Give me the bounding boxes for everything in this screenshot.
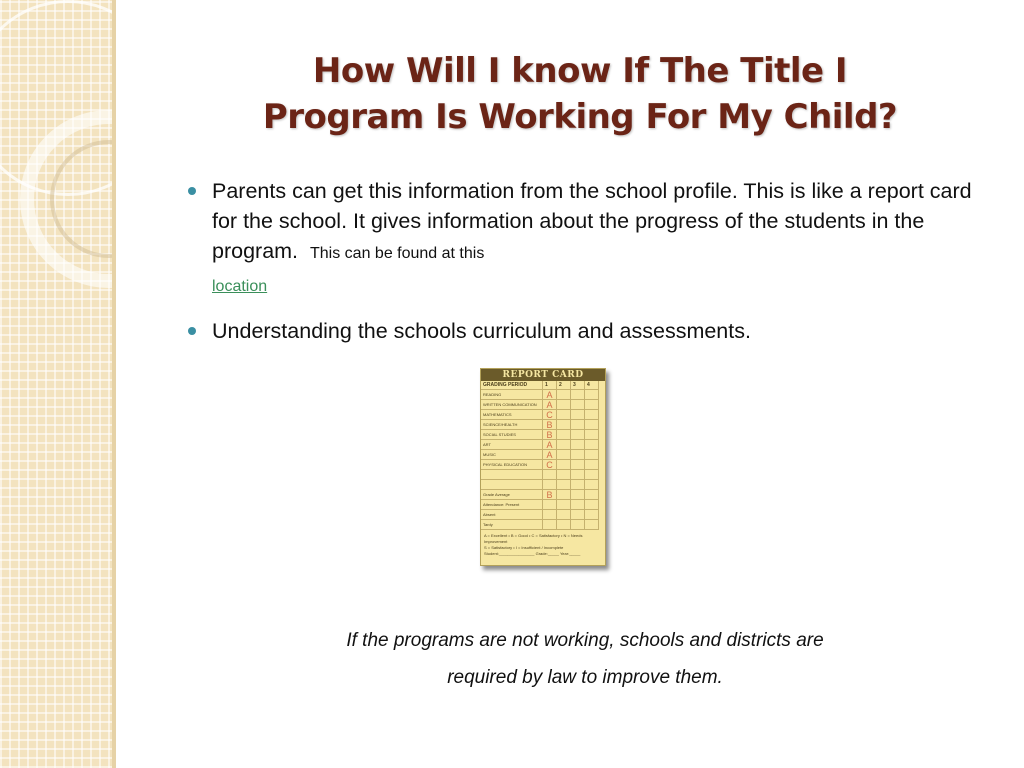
report-card-header-cell: GRADING PERIOD	[481, 381, 543, 390]
bullet-icon	[188, 187, 196, 195]
report-card-subject: PHYSICAL EDUCATION	[481, 460, 543, 470]
report-card-cell	[557, 440, 571, 450]
report-card-subject: MATHEMATICS	[481, 410, 543, 420]
report-card-cell	[571, 420, 585, 430]
report-card-title: REPORT CARD	[481, 369, 605, 381]
report-card-footer	[481, 530, 605, 560]
report-card-cell	[571, 490, 585, 500]
report-card-subject: SCIENCE/HEALTH	[481, 420, 543, 430]
report-card-subject: MUSIC	[481, 450, 543, 460]
report-card-grid	[481, 381, 605, 530]
title-line-2: Program Is Working For My Child?	[262, 97, 898, 137]
report-card-cell	[543, 480, 557, 490]
report-card-cell	[557, 490, 571, 500]
report-card-subject: READING	[481, 390, 543, 400]
report-card-cell	[557, 410, 571, 420]
report-card-cell	[585, 520, 599, 530]
report-card-cell	[557, 450, 571, 460]
report-card-cell	[585, 440, 599, 450]
report-card-cell	[585, 430, 599, 440]
decorative-sidebar	[0, 0, 112, 768]
report-card-average-grade: B	[543, 490, 557, 500]
report-card-cell	[481, 470, 543, 480]
report-card-subject: ART	[481, 440, 543, 450]
report-card-cell	[585, 500, 599, 510]
report-card-cell	[571, 460, 585, 470]
report-card-cell	[571, 470, 585, 480]
report-card-cell	[543, 470, 557, 480]
report-card-subject: WRITTEN COMMUNICATION	[481, 400, 543, 410]
report-card-cell	[585, 470, 599, 480]
report-card-cell	[557, 420, 571, 430]
report-card-cell	[571, 440, 585, 450]
report-card-cell	[543, 500, 557, 510]
report-card-student-line: Student:________________ Grade:_____ Year:_____	[484, 551, 581, 556]
report-card-cell	[543, 520, 557, 530]
report-card-cell	[557, 390, 571, 400]
caption-line-2: required by law to improve them.	[447, 667, 723, 688]
report-card-attendance-row: Tardy	[481, 520, 543, 530]
report-card-cell	[571, 430, 585, 440]
report-card-cell	[557, 460, 571, 470]
report-card-cell	[481, 480, 543, 490]
report-card-cell	[557, 480, 571, 490]
report-card-legend-2: S = Satisfactory • I = Insufficient / Incomplete	[484, 545, 564, 550]
report-card-cell	[585, 390, 599, 400]
title-line-1: How Will I know If The Title I	[312, 51, 848, 91]
report-card-header-cell: 2	[557, 381, 571, 390]
report-card-grade: C	[543, 410, 557, 420]
report-card-cell	[571, 410, 585, 420]
report-card-cell	[571, 480, 585, 490]
report-card-cell	[585, 510, 599, 520]
caption	[300, 622, 870, 696]
report-card-grade: A	[543, 450, 557, 460]
sidebar-divider	[112, 0, 116, 768]
report-card-cell	[585, 400, 599, 410]
report-card-cell	[585, 480, 599, 490]
report-card-cell	[585, 450, 599, 460]
report-card-attendance-row: Attendance: Present	[481, 500, 543, 510]
report-card-cell	[585, 460, 599, 470]
bullet-icon	[188, 327, 196, 335]
report-card-cell	[571, 510, 585, 520]
report-card-cell	[585, 490, 599, 500]
location-link[interactable]: location	[212, 278, 268, 295]
report-card-cell	[571, 450, 585, 460]
report-card-grade: A	[543, 390, 557, 400]
report-card-cell	[571, 500, 585, 510]
report-card-cell	[557, 520, 571, 530]
report-card-cell	[543, 510, 557, 520]
report-card-cell	[571, 390, 585, 400]
report-card-cell	[571, 520, 585, 530]
report-card-cell	[585, 420, 599, 430]
bullet-item	[188, 176, 988, 302]
report-card-legend-1: A = Excellent • B = Good • C = Satisfactory • N = Needs Improvement	[484, 533, 583, 544]
slide-title	[190, 48, 970, 140]
report-card-attendance-row: Absent	[481, 510, 543, 520]
report-card-cell	[557, 430, 571, 440]
report-card-grade: C	[543, 460, 557, 470]
report-card-grade: A	[543, 400, 557, 410]
bullet-text: Parents can get this information from the school profile. This is like a report card for the school. It gives information about the progress of the students in the program.	[212, 179, 972, 263]
report-card-average-label: Grade Average	[481, 490, 543, 500]
report-card-grade: B	[543, 420, 557, 430]
bullet-item	[188, 316, 988, 346]
report-card-header-cell: 3	[571, 381, 585, 390]
report-card-grade: A	[543, 440, 557, 450]
report-card-header-cell: 1	[543, 381, 557, 390]
bullet-list	[188, 176, 988, 360]
caption-line-1: If the programs are not working, schools and districts are	[346, 630, 824, 651]
report-card-subject: SOCIAL STUDIES	[481, 430, 543, 440]
report-card-grade: B	[543, 430, 557, 440]
report-card-header-cell: 4	[585, 381, 599, 390]
report-card-cell	[557, 470, 571, 480]
bullet-text: Understanding the schools curriculum and assessments.	[212, 319, 751, 343]
report-card-cell	[585, 410, 599, 420]
report-card-cell	[557, 510, 571, 520]
report-card-cell	[571, 400, 585, 410]
report-card-image	[480, 368, 606, 566]
bullet-small-text: This can be found at this	[310, 245, 485, 262]
report-card-cell	[557, 400, 571, 410]
report-card-cell	[557, 500, 571, 510]
